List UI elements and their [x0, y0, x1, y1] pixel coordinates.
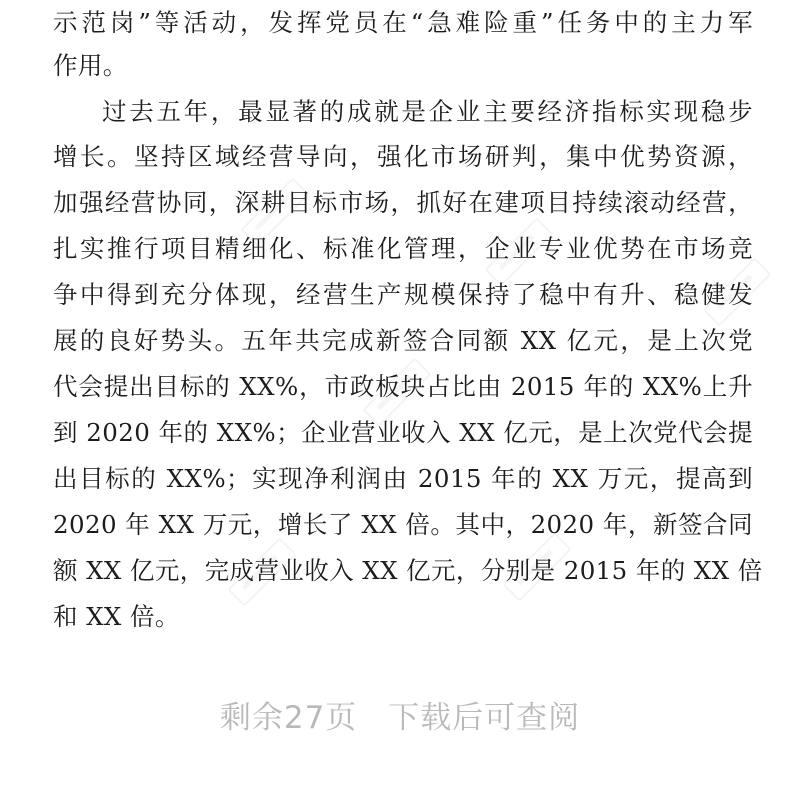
text-line: 加强经营协同，深耕目标市场，抓好在建项目持续滚动经营，: [53, 188, 753, 217]
text-line: 作用。: [53, 51, 128, 80]
text-line: 扎实推行项目精细化、标准化管理，企业专业优势在市场竞: [53, 234, 753, 263]
text-line: 过去五年，最显著的成就是企业主要经济指标实现稳步: [102, 97, 753, 126]
text-line: 争中得到充分体现，经营生产规模保持了稳中有升、稳健发: [53, 280, 753, 309]
text-line: 代会提出目标的 XX%，市政板块占比由 2015 年的 XX%上升: [53, 372, 753, 401]
remaining-pages-label: 剩余27页: [219, 700, 358, 736]
download-prompt-banner[interactable]: [0, 692, 800, 737]
text-line: 出目标的 XX%；实现净利润由 2015 年的 XX 万元，提高到: [53, 464, 753, 493]
text-line: 增长。坚持区域经营导向，强化市场研判，集中优势资源，: [53, 142, 753, 171]
text-line: 展的良好势头。五年共完成新签合同额 XX 亿元，是上次党: [53, 326, 753, 355]
text-line: 示范岗”等活动，发挥党员在“急难险重”任务中的主力军: [53, 8, 753, 37]
text-line: 额 XX 亿元，完成营业收入 XX 亿元，分别是 2015 年的 XX 倍: [53, 556, 763, 585]
text-line: 和 XX 倍。: [53, 602, 180, 631]
text-line: 2020 年 XX 万元，增长了 XX 倍。其中，2020 年，新签合同: [53, 510, 753, 539]
text-line: 到 2020 年的 XX%；企业营业收入 XX 亿元，是上次党代会提: [53, 418, 753, 447]
download-hint-label: 下载后可查阅: [388, 700, 581, 736]
